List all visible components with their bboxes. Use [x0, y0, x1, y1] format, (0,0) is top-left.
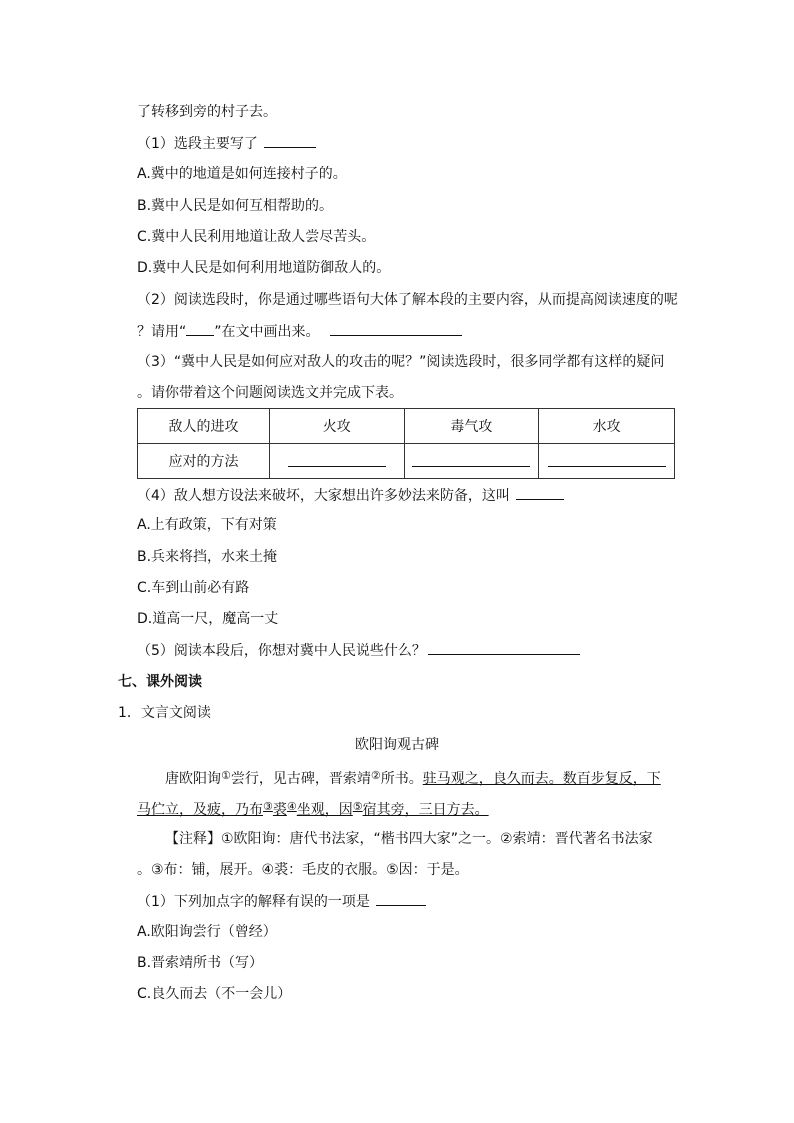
question-2-prefix: ？请用“	[137, 324, 187, 340]
underlined-text: 裘	[272, 802, 287, 818]
notes-line-2: 。③布：铺，展开。④裘：毛皮的衣服。⑤因：于是。	[137, 862, 469, 878]
option-b: B.冀中人民是如何互相帮助的。	[137, 198, 334, 214]
passage-line-1	[165, 766, 661, 789]
question-4-text: （4）敌人想方设法来破坏，大家想出许多妙法来防备，这叫	[137, 488, 510, 504]
answer-blank[interactable]	[330, 321, 462, 336]
question-4	[137, 485, 564, 506]
footnote-marker: ②	[370, 769, 381, 782]
footnote-marker: ③	[263, 800, 273, 813]
question-6	[137, 891, 426, 912]
question-2-line-1: （2）阅读选段时，你是通过哪些语句大体了解本段的主要内容，从而提高阅读速度的呢	[137, 292, 678, 308]
question-5	[137, 640, 580, 661]
question-2-suffix: ”在文中画出来。	[214, 324, 320, 340]
underlined-text: 坐观，因	[296, 802, 353, 818]
fire-answer-cell[interactable]	[270, 444, 404, 479]
option-a: A.欧阳询尝行（曾经）	[137, 924, 277, 940]
question-1	[137, 133, 316, 154]
option-a: A.上有政策，下有对策	[137, 517, 277, 533]
passage-title: 欧阳询观古碑	[355, 737, 439, 753]
item-heading: 1．文言文阅读	[118, 705, 211, 721]
option-b: B.兵来将挡，水来土掩	[137, 549, 278, 565]
question-1-text: （1）选段主要写了	[137, 136, 258, 152]
footnote-marker: ⑤	[352, 800, 363, 813]
question-3-line-1: （3）“冀中人民是如何应对敌人的攻击的呢？”阅读选段时，很多同学都有这样的疑问	[137, 354, 665, 370]
passage-text: 所书。	[380, 771, 423, 787]
underlined-text: 宿其旁，三日方去。	[362, 802, 489, 818]
attack-response-table	[137, 408, 675, 479]
table-header-row	[138, 409, 675, 444]
table-cell: 火攻	[270, 409, 404, 444]
answer-blank[interactable]	[516, 485, 564, 500]
answer-blank[interactable]	[376, 891, 426, 906]
option-d: D.冀中人民是如何利用地道防御敌人的。	[137, 260, 391, 276]
answer-blank[interactable]	[412, 452, 530, 467]
answer-blank[interactable]	[548, 452, 666, 467]
option-a: A.冀中的地道是如何连接村子的。	[137, 166, 347, 182]
gas-answer-cell[interactable]	[404, 444, 539, 479]
passage-line-2	[137, 797, 489, 820]
underlined-text: 驻马观之，良久而去。数百步复反，下	[422, 771, 661, 787]
table-cell: 敌人的进攻	[138, 409, 270, 444]
passage-text: 唐欧阳询	[165, 771, 221, 787]
question-6-text: （1）下列加点字的解释有误的一项是	[137, 894, 370, 910]
underline-sample	[186, 321, 214, 336]
option-c: C.冀中人民利用地道让敌人尝尽苦头。	[137, 229, 376, 245]
table-row	[138, 444, 675, 479]
footnote-marker: ④	[286, 800, 297, 813]
option-d: D.道高一尺，魔高一丈	[137, 611, 279, 627]
section-heading: 七、课外阅读	[118, 674, 202, 690]
option-b: B.晋索靖所书（写）	[137, 955, 264, 971]
table-cell: 应对的方法	[138, 444, 270, 479]
question-5-text: （5）阅读本段后，你想对冀中人民说些什么？	[137, 643, 426, 659]
option-c: C.良久而去（不一会儿）	[137, 986, 292, 1002]
text-line: 了转移到旁的村子去。	[137, 104, 277, 120]
passage-text: 尝行，见古碑，晋索靖	[230, 771, 371, 787]
underlined-text: 马伫立，及疲，乃布	[137, 802, 263, 818]
question-3-line-2: 。请你带着这个问题阅读选文并完成下表。	[137, 385, 403, 401]
notes-line-1: 【注释】①欧阳询：唐代书法家，“楷书四大家”之一。②索靖：晋代著名书法家	[165, 831, 653, 847]
answer-blank[interactable]	[288, 452, 386, 467]
answer-blank[interactable]	[264, 133, 316, 148]
water-answer-cell[interactable]	[539, 444, 675, 479]
table-cell: 水攻	[539, 409, 675, 444]
footnote-marker: ①	[221, 769, 231, 782]
answer-blank[interactable]	[428, 640, 580, 655]
option-c: C.车到山前必有路	[137, 580, 250, 596]
table-cell: 毒气攻	[404, 409, 539, 444]
question-2-line-2	[137, 321, 462, 342]
